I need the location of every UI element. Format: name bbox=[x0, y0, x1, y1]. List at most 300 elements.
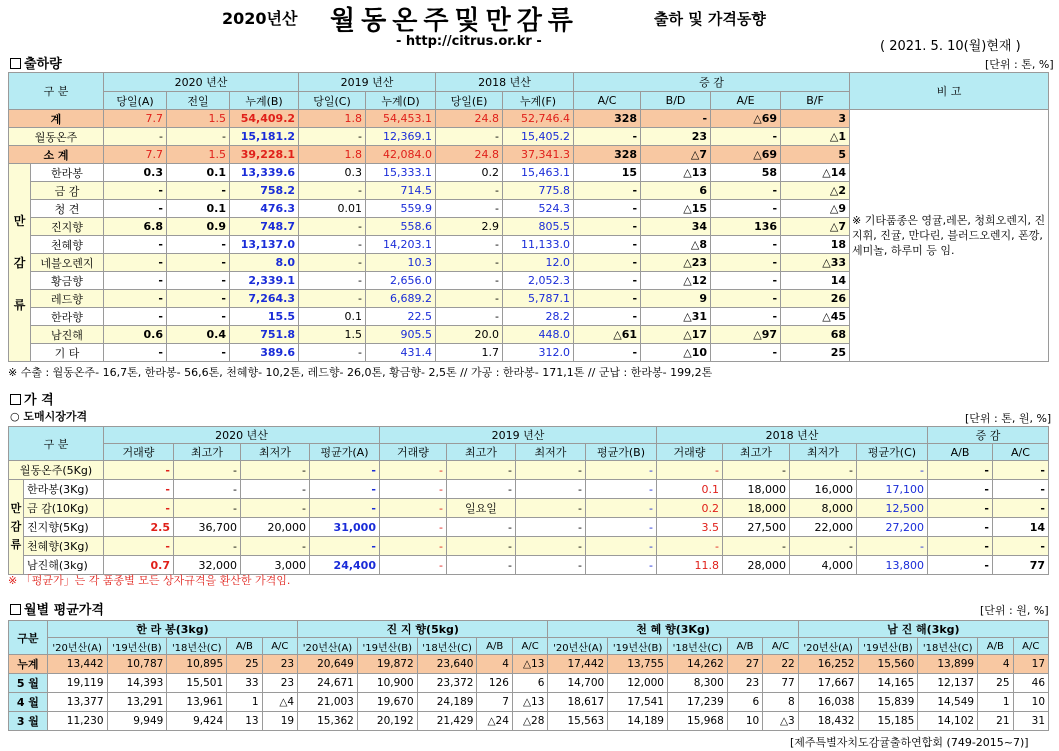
data-cell: 17,239 bbox=[668, 693, 728, 712]
data-cell: - bbox=[436, 308, 503, 326]
data-cell: - bbox=[447, 461, 516, 480]
data-cell: - bbox=[657, 461, 723, 480]
data-cell: - bbox=[928, 518, 993, 537]
data-cell: - bbox=[574, 128, 641, 146]
column-header: '18년산(C) bbox=[167, 638, 227, 655]
column-header: 당일(C) bbox=[299, 92, 366, 110]
data-cell: 15,181.2 bbox=[230, 128, 299, 146]
data-cell: 389.6 bbox=[230, 344, 299, 362]
data-cell: 8,300 bbox=[668, 674, 728, 693]
data-cell: - bbox=[104, 308, 167, 326]
data-cell: - bbox=[928, 537, 993, 556]
data-cell: - bbox=[711, 182, 781, 200]
data-cell: 8.0 bbox=[230, 254, 299, 272]
data-cell: 23 bbox=[727, 674, 762, 693]
column-header: B/D bbox=[641, 92, 711, 110]
table-row bbox=[9, 537, 1049, 556]
data-cell: △12 bbox=[641, 272, 711, 290]
unit-label: [단위 : 톤, 원, %] bbox=[965, 412, 1052, 425]
column-header: '18년산(C) bbox=[668, 638, 728, 655]
data-cell: - bbox=[574, 200, 641, 218]
column-header: 전일 bbox=[167, 92, 230, 110]
data-cell: - bbox=[447, 556, 516, 575]
data-cell: 18,000 bbox=[723, 499, 790, 518]
data-cell: 1 bbox=[227, 693, 262, 712]
data-cell: 18,617 bbox=[548, 693, 608, 712]
checkbox-icon bbox=[10, 394, 21, 405]
data-cell: - bbox=[711, 344, 781, 362]
row-label: 레드향 bbox=[31, 290, 104, 308]
data-cell: 15,968 bbox=[668, 712, 728, 731]
data-cell: 77 bbox=[763, 674, 798, 693]
data-cell: - bbox=[993, 499, 1049, 518]
data-cell: 2,656.0 bbox=[366, 272, 436, 290]
column-header: 거래량 bbox=[104, 444, 174, 461]
data-cell: - bbox=[790, 537, 857, 556]
data-cell: - bbox=[993, 480, 1049, 499]
data-cell: 24,671 bbox=[298, 674, 358, 693]
column-header: '19년산(B) bbox=[107, 638, 167, 655]
group-header: 남 진 해(3kg) bbox=[798, 621, 1048, 638]
data-cell: - bbox=[174, 499, 241, 518]
data-cell: - bbox=[436, 236, 503, 254]
data-cell: - bbox=[516, 537, 586, 556]
data-cell: 18,000 bbox=[723, 480, 790, 499]
column-header: 누계(D) bbox=[366, 92, 436, 110]
data-cell: 17,442 bbox=[548, 655, 608, 674]
data-cell: - bbox=[380, 556, 447, 575]
table-row bbox=[9, 499, 1049, 518]
data-cell: - bbox=[104, 200, 167, 218]
column-header: 최고가 bbox=[447, 444, 516, 461]
data-cell: 0.7 bbox=[104, 556, 174, 575]
data-cell: 0.2 bbox=[657, 499, 723, 518]
row-label: 천혜향 bbox=[31, 236, 104, 254]
data-cell: 905.5 bbox=[366, 326, 436, 344]
data-cell: - bbox=[993, 537, 1049, 556]
data-cell: 3,000 bbox=[241, 556, 310, 575]
data-cell: 15,405.2 bbox=[503, 128, 574, 146]
column-header: 최고가 bbox=[174, 444, 241, 461]
row-label: 진지향 bbox=[31, 218, 104, 236]
data-cell: 27,200 bbox=[857, 518, 928, 537]
data-cell: - bbox=[447, 480, 516, 499]
data-cell: 20.0 bbox=[436, 326, 503, 344]
data-cell: 16,038 bbox=[798, 693, 858, 712]
column-header: '20년산(A) bbox=[47, 638, 107, 655]
row-label: 남진해(3kg) bbox=[24, 556, 104, 575]
column-header: A/C bbox=[512, 638, 548, 655]
data-cell: 36,700 bbox=[174, 518, 241, 537]
row-label: 기 타 bbox=[31, 344, 104, 362]
row-label: 천혜향(3Kg) bbox=[24, 537, 104, 556]
data-cell: 15 bbox=[574, 164, 641, 182]
data-cell: - bbox=[516, 556, 586, 575]
data-cell: 19,119 bbox=[47, 674, 107, 693]
data-cell: 10 bbox=[727, 712, 762, 731]
data-cell: 19,872 bbox=[357, 655, 417, 674]
column-header: 최고가 bbox=[723, 444, 790, 461]
change-header: 증 감 bbox=[928, 427, 1049, 444]
column-header: 최저가 bbox=[516, 444, 586, 461]
remark-header: 비 고 bbox=[850, 73, 1049, 110]
data-cell: 13,899 bbox=[918, 655, 978, 674]
data-cell: 3 bbox=[781, 110, 850, 128]
data-cell: △7 bbox=[781, 218, 850, 236]
data-cell: 13,339.6 bbox=[230, 164, 299, 182]
data-cell: 25 bbox=[781, 344, 850, 362]
data-cell: 17 bbox=[1013, 655, 1049, 674]
data-cell: 15,839 bbox=[858, 693, 918, 712]
column-header: '20년산(A) bbox=[798, 638, 858, 655]
data-cell: 25 bbox=[227, 655, 262, 674]
data-cell: 23 bbox=[262, 674, 298, 693]
row-label: 월동온주 bbox=[9, 128, 104, 146]
table-row bbox=[9, 655, 1049, 674]
data-cell: - bbox=[928, 480, 993, 499]
data-cell: 10,900 bbox=[357, 674, 417, 693]
row-label: 남진해 bbox=[31, 326, 104, 344]
data-cell: 6 bbox=[512, 674, 548, 693]
data-cell: - bbox=[711, 236, 781, 254]
data-cell: 5 bbox=[781, 146, 850, 164]
data-cell: 33 bbox=[227, 674, 262, 693]
data-cell: △8 bbox=[641, 236, 711, 254]
data-cell: 14,262 bbox=[668, 655, 728, 674]
group-header: 한 라 봉(3kg) bbox=[47, 621, 297, 638]
data-cell: 7 bbox=[477, 693, 512, 712]
data-cell: - bbox=[790, 461, 857, 480]
data-cell: - bbox=[167, 182, 230, 200]
data-cell: - bbox=[310, 537, 380, 556]
data-cell: 13,755 bbox=[608, 655, 668, 674]
data-cell: 0.1 bbox=[167, 200, 230, 218]
data-cell: 31 bbox=[1013, 712, 1049, 731]
data-cell: - bbox=[574, 290, 641, 308]
column-header: A/C bbox=[993, 444, 1049, 461]
data-cell: 34 bbox=[641, 218, 711, 236]
table-row bbox=[9, 480, 1049, 499]
data-cell: - bbox=[380, 518, 447, 537]
data-cell: 136 bbox=[711, 218, 781, 236]
data-cell: - bbox=[299, 254, 366, 272]
data-cell: 14,102 bbox=[918, 712, 978, 731]
data-cell: - bbox=[167, 254, 230, 272]
column-header: '20년산(A) bbox=[548, 638, 608, 655]
data-cell: 1.5 bbox=[167, 110, 230, 128]
data-cell: △61 bbox=[574, 326, 641, 344]
data-cell: △7 bbox=[641, 146, 711, 164]
data-cell: - bbox=[436, 182, 503, 200]
data-cell: 751.8 bbox=[230, 326, 299, 344]
data-cell: 일요일 bbox=[447, 499, 516, 518]
data-cell: 17,100 bbox=[857, 480, 928, 499]
checkbox-icon bbox=[10, 58, 21, 69]
data-cell: △23 bbox=[641, 254, 711, 272]
shipment-table bbox=[8, 72, 1049, 362]
column-header: '20년산(A) bbox=[298, 638, 358, 655]
row-label: 월동온주(5Kg) bbox=[9, 461, 104, 480]
table-row bbox=[9, 110, 1049, 128]
data-cell: 22 bbox=[763, 655, 798, 674]
data-cell: - bbox=[993, 461, 1049, 480]
row-label: 소 계 bbox=[9, 146, 104, 164]
unit-label: [단위 : 원, %] bbox=[980, 604, 1049, 617]
row-label: 금 감(10Kg) bbox=[24, 499, 104, 518]
column-header: A/E bbox=[711, 92, 781, 110]
data-cell: - bbox=[104, 344, 167, 362]
year-header: 2019 년산 bbox=[380, 427, 657, 444]
data-cell: - bbox=[516, 461, 586, 480]
data-cell: - bbox=[380, 499, 447, 518]
data-cell: 6 bbox=[727, 693, 762, 712]
data-cell: 6.8 bbox=[104, 218, 167, 236]
data-cell: - bbox=[436, 290, 503, 308]
data-cell: 7.7 bbox=[104, 110, 167, 128]
column-header: 최저가 bbox=[790, 444, 857, 461]
data-cell: 2.9 bbox=[436, 218, 503, 236]
data-cell: 17,541 bbox=[608, 693, 668, 712]
data-cell: 23,640 bbox=[417, 655, 477, 674]
column-header: A/C bbox=[1013, 638, 1049, 655]
data-cell: 1.8 bbox=[299, 146, 366, 164]
data-cell: 6 bbox=[641, 182, 711, 200]
data-cell: - bbox=[104, 499, 174, 518]
shipment-footnote: ※ 수출 : 월동온주- 16,7톤, 한라봉- 56,6톤, 천혜향- 10,2톤, 레드향- 26,0톤, 황금향- 2,5톤 // 가공 : 한라봉- 171,1톤 // 군납 : 한라봉- 199,2톤 bbox=[8, 366, 713, 379]
data-cell: 558.6 bbox=[366, 218, 436, 236]
data-cell: - bbox=[299, 182, 366, 200]
data-cell: 20,000 bbox=[241, 518, 310, 537]
row-label: 청 견 bbox=[31, 200, 104, 218]
row-label: 3 월 bbox=[9, 712, 48, 731]
wholesale-table bbox=[8, 426, 1049, 575]
group-header: 진 지 향(5kg) bbox=[298, 621, 548, 638]
data-cell: 15,501 bbox=[167, 674, 227, 693]
data-cell: - bbox=[174, 461, 241, 480]
data-cell: 8 bbox=[763, 693, 798, 712]
data-cell: 23 bbox=[641, 128, 711, 146]
data-cell: 0.3 bbox=[299, 164, 366, 182]
data-cell: 24,189 bbox=[417, 693, 477, 712]
row-label: 계 bbox=[9, 110, 104, 128]
data-cell: △69 bbox=[711, 146, 781, 164]
monthly-table bbox=[8, 620, 1049, 731]
data-cell: 1.5 bbox=[167, 146, 230, 164]
data-cell: - bbox=[574, 272, 641, 290]
table-row bbox=[9, 693, 1049, 712]
data-cell: - bbox=[104, 537, 174, 556]
data-cell: 4,000 bbox=[790, 556, 857, 575]
title-suffix: 출하 및 가격동향 bbox=[654, 10, 766, 28]
data-cell: 0.3 bbox=[104, 164, 167, 182]
data-cell: 20,649 bbox=[298, 655, 358, 674]
data-cell: △9 bbox=[781, 200, 850, 218]
year-header: 2018 년산 bbox=[657, 427, 928, 444]
row-label: 한라향 bbox=[31, 308, 104, 326]
data-cell: 19 bbox=[262, 712, 298, 731]
data-cell: 1.5 bbox=[299, 326, 366, 344]
column-header: 평균가(A) bbox=[310, 444, 380, 461]
data-cell: - bbox=[516, 499, 586, 518]
data-cell: 9,424 bbox=[167, 712, 227, 731]
data-cell: 14 bbox=[993, 518, 1049, 537]
data-cell: 10.3 bbox=[366, 254, 436, 272]
data-cell: - bbox=[104, 290, 167, 308]
column-header: B/F bbox=[781, 92, 850, 110]
data-cell: - bbox=[241, 480, 310, 499]
data-cell: 15,560 bbox=[858, 655, 918, 674]
data-cell: 14,203.1 bbox=[366, 236, 436, 254]
column-header: 최저가 bbox=[241, 444, 310, 461]
data-cell: - bbox=[310, 499, 380, 518]
data-cell: 0.1 bbox=[167, 164, 230, 182]
data-cell: - bbox=[857, 537, 928, 556]
data-cell: - bbox=[586, 461, 657, 480]
data-cell: - bbox=[167, 236, 230, 254]
data-cell: 14,549 bbox=[918, 693, 978, 712]
data-cell: 1.7 bbox=[436, 344, 503, 362]
data-cell: △33 bbox=[781, 254, 850, 272]
data-cell: - bbox=[928, 499, 993, 518]
unit-label: [단위 : 톤, %] bbox=[985, 58, 1054, 71]
column-header: 거래량 bbox=[657, 444, 723, 461]
data-cell: 476.3 bbox=[230, 200, 299, 218]
data-cell: 805.5 bbox=[503, 218, 574, 236]
table-row bbox=[9, 712, 1049, 731]
row-label: 한라봉(3Kg) bbox=[24, 480, 104, 499]
data-cell: 431.4 bbox=[366, 344, 436, 362]
data-cell: - bbox=[516, 480, 586, 499]
column-header: A/C bbox=[763, 638, 798, 655]
column-header: A/C bbox=[574, 92, 641, 110]
data-cell: - bbox=[711, 272, 781, 290]
data-cell: 0.1 bbox=[657, 480, 723, 499]
data-cell: 19,670 bbox=[357, 693, 417, 712]
data-cell: 16,252 bbox=[798, 655, 858, 674]
data-cell: 328 bbox=[574, 110, 641, 128]
data-cell: 20,192 bbox=[357, 712, 417, 731]
data-cell: 24,400 bbox=[310, 556, 380, 575]
data-cell: 10,787 bbox=[107, 655, 167, 674]
data-cell: 758.2 bbox=[230, 182, 299, 200]
data-cell: 16,000 bbox=[790, 480, 857, 499]
data-cell: 12,137 bbox=[918, 674, 978, 693]
data-cell: - bbox=[516, 518, 586, 537]
year-header: 2020 년산 bbox=[104, 73, 299, 92]
data-cell: - bbox=[241, 537, 310, 556]
data-cell: - bbox=[380, 537, 447, 556]
data-cell: - bbox=[299, 128, 366, 146]
data-cell: - bbox=[104, 461, 174, 480]
data-cell: 18 bbox=[781, 236, 850, 254]
column-header: 누계(B) bbox=[230, 92, 299, 110]
data-cell: △14 bbox=[781, 164, 850, 182]
data-cell: - bbox=[447, 537, 516, 556]
year-header: 2019 년산 bbox=[299, 73, 436, 92]
gubun-header: 구 분 bbox=[9, 427, 104, 461]
column-header: 당일(A) bbox=[104, 92, 167, 110]
column-header: 평균가(C) bbox=[857, 444, 928, 461]
data-cell: 32,000 bbox=[174, 556, 241, 575]
data-cell: - bbox=[104, 480, 174, 499]
data-cell: - bbox=[574, 308, 641, 326]
row-label: 금 감 bbox=[31, 182, 104, 200]
data-cell: - bbox=[711, 290, 781, 308]
data-cell: - bbox=[174, 537, 241, 556]
data-cell: 3.5 bbox=[657, 518, 723, 537]
data-cell: △3 bbox=[763, 712, 798, 731]
data-cell: - bbox=[104, 254, 167, 272]
data-cell: 13,137.0 bbox=[230, 236, 299, 254]
data-cell: △13 bbox=[512, 655, 548, 674]
data-cell: △1 bbox=[781, 128, 850, 146]
data-cell: 4 bbox=[978, 655, 1013, 674]
row-label: 황금향 bbox=[31, 272, 104, 290]
data-cell: 2,339.1 bbox=[230, 272, 299, 290]
data-cell: 77 bbox=[993, 556, 1049, 575]
data-cell: - bbox=[167, 308, 230, 326]
data-cell: - bbox=[310, 461, 380, 480]
data-cell: △4 bbox=[262, 693, 298, 712]
data-cell: 68 bbox=[781, 326, 850, 344]
row-label: 한라봉 bbox=[31, 164, 104, 182]
data-cell: 15,563 bbox=[548, 712, 608, 731]
price-footnote: ※ 「평균가」는 각 품종별 모든 상자규격을 환산한 가격임. bbox=[8, 574, 291, 587]
column-header: A/B bbox=[928, 444, 993, 461]
data-cell: 9,949 bbox=[107, 712, 167, 731]
data-cell: 13 bbox=[227, 712, 262, 731]
data-cell: 6,689.2 bbox=[366, 290, 436, 308]
column-header: A/B bbox=[477, 638, 512, 655]
date-text: ( 2021. 5. 10(월)현재 ) bbox=[880, 39, 1021, 54]
data-cell: 17,667 bbox=[798, 674, 858, 693]
data-cell: 21,003 bbox=[298, 693, 358, 712]
data-cell: △13 bbox=[641, 164, 711, 182]
data-cell: - bbox=[436, 200, 503, 218]
data-cell: 21 bbox=[978, 712, 1013, 731]
title-prefix: 2020년산 bbox=[222, 9, 298, 28]
section-monthly-title: 월별 평균가격 bbox=[10, 599, 104, 618]
data-cell: 14,700 bbox=[548, 674, 608, 693]
data-cell: 15.5 bbox=[230, 308, 299, 326]
group-header: 천 혜 향(3Kg) bbox=[548, 621, 798, 638]
data-cell: △2 bbox=[781, 182, 850, 200]
data-cell: - bbox=[711, 308, 781, 326]
year-header: 2020 년산 bbox=[104, 427, 380, 444]
data-cell: 2,052.3 bbox=[503, 272, 574, 290]
data-cell: - bbox=[928, 461, 993, 480]
data-cell: - bbox=[174, 480, 241, 499]
data-cell: 22,000 bbox=[790, 518, 857, 537]
column-header: A/B bbox=[727, 638, 762, 655]
column-header: '18년산(C) bbox=[918, 638, 978, 655]
data-cell: 7.7 bbox=[104, 146, 167, 164]
data-cell: 28.2 bbox=[503, 308, 574, 326]
row-label: 5 월 bbox=[9, 674, 48, 693]
data-cell: 11.8 bbox=[657, 556, 723, 575]
data-cell: - bbox=[436, 254, 503, 272]
data-cell: - bbox=[299, 290, 366, 308]
data-cell: 312.0 bbox=[503, 344, 574, 362]
data-cell: - bbox=[241, 499, 310, 518]
data-cell: - bbox=[167, 128, 230, 146]
data-cell: - bbox=[574, 182, 641, 200]
data-cell: △13 bbox=[512, 693, 548, 712]
column-header: '19년산(B) bbox=[608, 638, 668, 655]
data-cell: 54,409.2 bbox=[230, 110, 299, 128]
year-header: 2018 년산 bbox=[436, 73, 574, 92]
data-cell: - bbox=[104, 182, 167, 200]
